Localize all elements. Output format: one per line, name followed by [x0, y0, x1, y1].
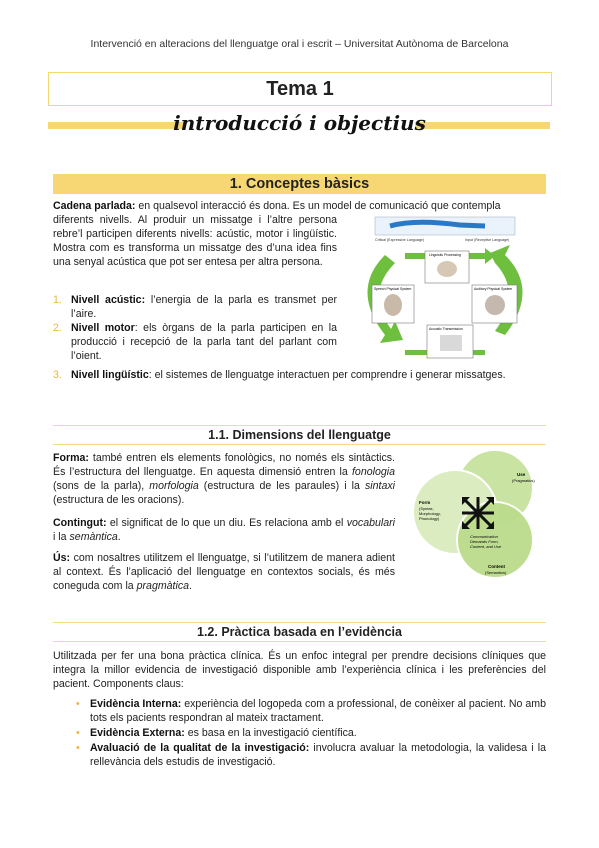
- cadena-paragraph: diferents nivells. Al produir un missatge i l’altre persona rebre’l participen diferents nivells: acústic, motor i lingüístic. Mostra com es transforma un missatge des d’una idea fins una senyal acústica que pot ser entesa per altra persona.: [53, 214, 337, 268]
- venn-diagram: [400, 440, 550, 590]
- section-heading: 1.2. Pràctica basada en l’evidència: [53, 622, 546, 642]
- list-item: • Avaluació de la qualitat de la investigació: involucra avaluar la metodologia, la validesa i la rellevància dels estudis de investigació.: [72, 741, 546, 769]
- speech-chain-diagram: [345, 215, 545, 365]
- forma-paragraph: Forma: també entren els elements fonològics, no només els sintàctics. És l’estructura del llenguatge. En aquesta dimensió entren la fonologia (sons de la parla), morfologia (estructura de les paraules) i la sintaxi (estructura de les oracions).: [53, 452, 395, 506]
- acoustic-image: [440, 335, 462, 351]
- venn-form-sub1: (Syntax,: [419, 506, 434, 511]
- diagram-left-label: Critical (Expressive Language): [375, 238, 424, 242]
- page-subtitle: introducció i objectius: [173, 111, 426, 135]
- venn-use-sub: (Pragmatics): [512, 478, 535, 483]
- page-title: Tema 1: [48, 72, 552, 106]
- venn-content-sub: (Semantics): [485, 570, 507, 575]
- venn-content-label: Content: [488, 564, 505, 569]
- head-image: [384, 294, 402, 316]
- venn-center-2: Demands Form,: [470, 539, 499, 544]
- box-acoustic-label: Acoustic Transmission: [429, 327, 463, 331]
- levels-list: [53, 293, 337, 363]
- ebp-list: [72, 697, 546, 770]
- venn-form-label: Form: [419, 500, 431, 505]
- ear-image: [485, 295, 505, 315]
- venn-center-1: Communication: [470, 534, 498, 539]
- brain-image: [437, 261, 457, 277]
- ebp-intro: Utilitzada per fer una bona pràctica clínica. És un enfoc integral per prendre decisions clíniques que integra la millor evidencia de investigació disponible amb l’experiència clínica i les preferències del pacient. Components claus:: [53, 650, 546, 690]
- venn-center-3: Content, and Use: [470, 544, 502, 549]
- page-header: Intervenció en alteracions del llenguatge oral i escrit – Universitat Autònoma de Barcelona: [90, 38, 509, 50]
- levels-list-cont: [53, 368, 546, 382]
- list-item: 2. Nivell motor: els òrgans de la parla participen en la producció i recepció de la parla tant del parlant com l’oient.: [53, 322, 337, 362]
- us-paragraph: Ús: com nosaltres utilitzem el llenguatge, si l’utilitzem de manera adient al context. És l’aplicació del llenguatge en contextos socials, és més coneguda com la pragmàtica.: [53, 552, 395, 592]
- venn-use-label: Use: [517, 472, 526, 477]
- list-item: 1. Nivell acústic: l’energia de la parla es transmet per l’aire.: [53, 294, 337, 320]
- box-auditory-label: Auditory Physical System: [474, 287, 513, 291]
- contingut-paragraph: Contingut: el significat de lo que un diu. Es relaciona amb el vocabulari i la semàntica.: [53, 517, 395, 543]
- section-heading: 1.1. Dimensions del llenguatge: [53, 425, 546, 445]
- venn-form-sub3: Phonology): [419, 516, 440, 521]
- venn-form-sub2: Morphology,: [419, 511, 441, 516]
- section-heading: 1. Conceptes bàsics: [53, 174, 546, 194]
- diagram-right-label: Input (Receptive Language): [465, 238, 510, 242]
- cross-arrows-icon: [462, 497, 494, 529]
- cadena-first-line: Cadena parlada: en qualsevol interacció és dona. Es un model de comunicació que contempla: [53, 200, 501, 212]
- list-item: • Evidència Interna: experiència del logopeda com a professional, de conèixer al pacient. No amb tots els pacients respondran al mateix tractament.: [72, 697, 546, 725]
- list-item: 3. Nivell lingüístic: el sistemes de llenguatge interactuen per comprendre i generar missatges.: [53, 369, 506, 381]
- box-speech-label: Speech Physical System: [374, 287, 412, 291]
- list-item: • Evidència Externa: es basa en la investigació científica.: [72, 726, 546, 740]
- box-linguistic-label: Linguistic Processing: [429, 253, 461, 257]
